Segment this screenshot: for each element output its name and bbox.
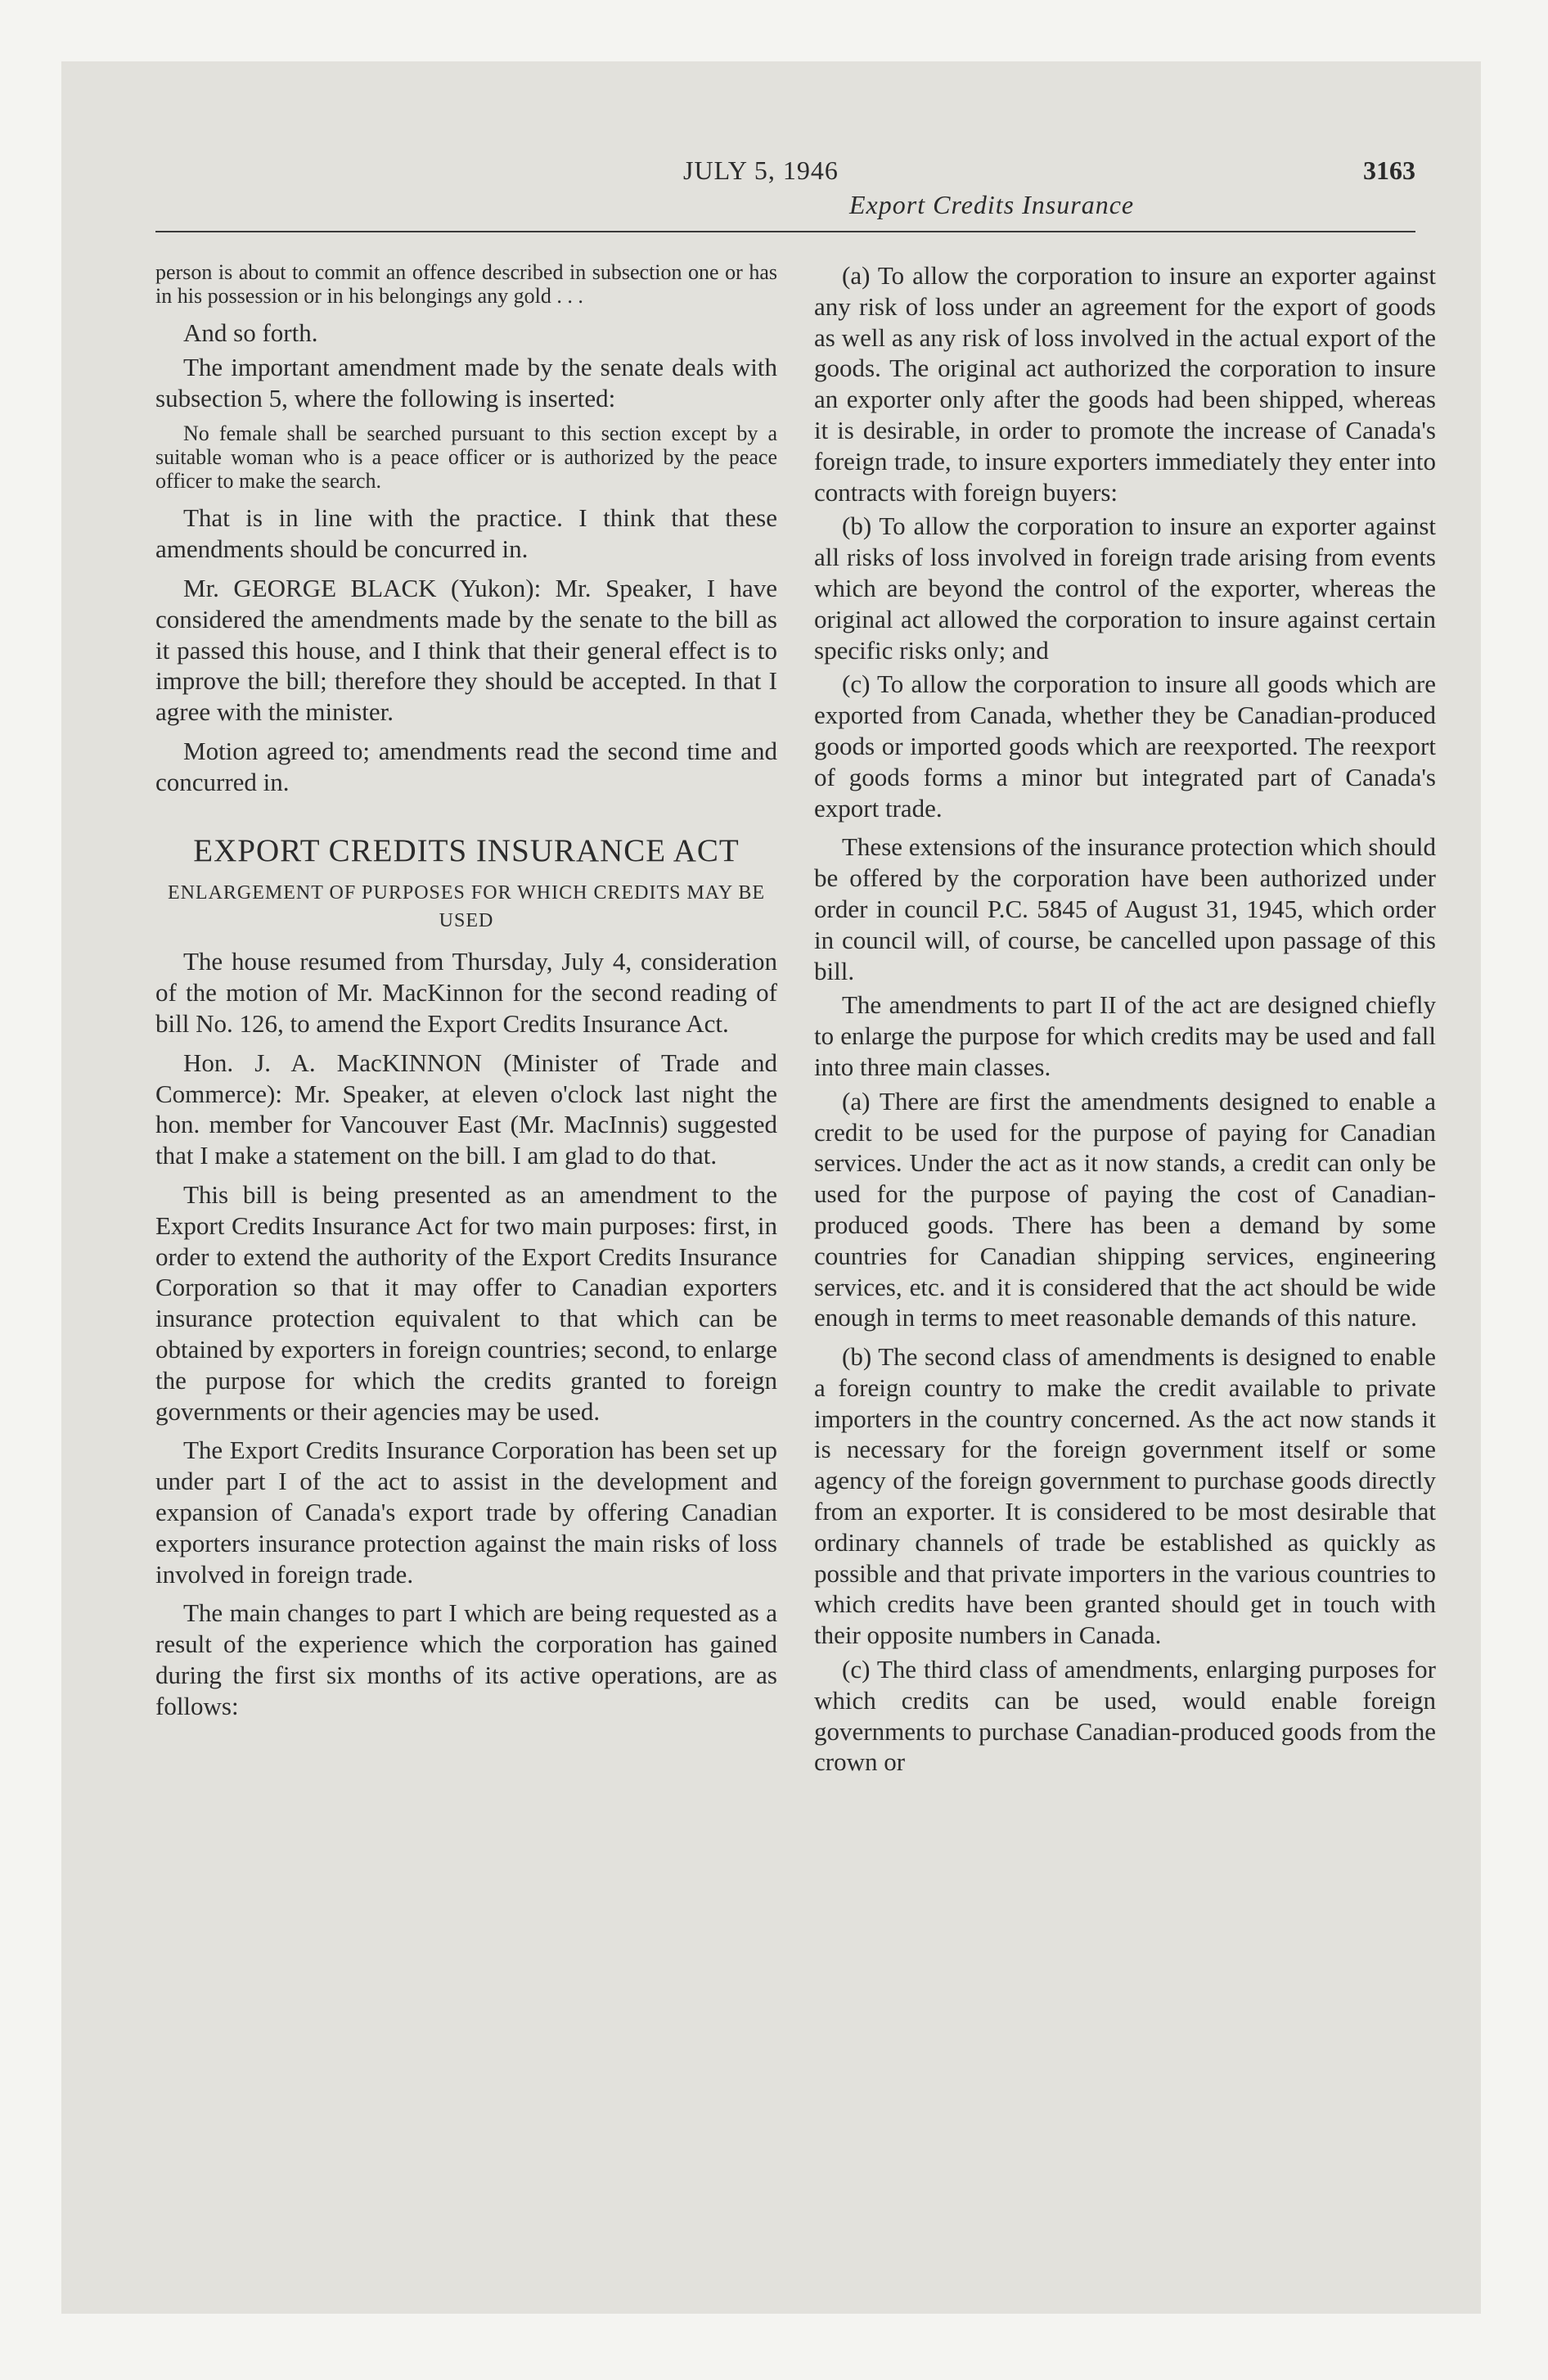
right-column (814, 260, 1436, 1778)
paragraph: The house resumed from Thursday, July 4, consideration of the motion of Mr. MacKinnon for the second reading of bill No. 126, to amend the Export Credits Insurance Act. (155, 947, 777, 1038)
running-section-title: Export Credits Insurance (849, 190, 1135, 219)
header-date: JULY 5, 1946 (683, 156, 839, 185)
header-rule (155, 231, 1415, 232)
page-number: 3163 (1363, 156, 1415, 185)
section-subtitle: ENLARGEMENT OF PURPOSES FOR WHICH CREDITS MAY BE USED (167, 882, 766, 932)
speaker-paragraph: Mr. GEORGE BLACK (Yukon): Mr. Speaker, I have considered the amendments made by the senate to the bill as it passed this house, and I think that their general effect is to improve the bill; therefore they should be accepted. In that I agree with the minister. (155, 573, 777, 727)
paragraph: This bill is being presented as an amendment to the Export Credits Insurance Act for two main purposes: first, in order to extend the authority of the Export Credits Insurance Corporation so that it may offer to Canadian exporters insurance protection equivalent to that which can be obtained by exporters in foreign countries; second, to enlarge the purpose for which the credits granted to foreign governments or their agencies may be used. (155, 1179, 777, 1426)
section-title: EXPORT CREDITS INSURANCE ACT (193, 832, 740, 868)
paragraph: (b) To allow the corporation to insure an exporter against all risks of loss involved in foreign trade arising from events which are beyond the control of the exporter, whereas the original act allowed the corporation to insure against certain specific risks only; and (814, 512, 1436, 665)
paragraph: (c) The third class of amendments, enlarging purposes for which credits can be used, would enable foreign governments to purchase Canadian-produced goods from the crown or (814, 1655, 1436, 1777)
paragraph: (a) To allow the corporation to insure an exporter against any risk of loss under an agreement for the export of goods as well as any risk of loss involved in the actual export of the goods. The original act authorized the corporation to insure an exporter only after the goods had been shipped, whereas it is desirable, in order to promote the increase of Canada's foreign trade, to insure exporters immediately they enter into contracts with foreign buyers: (814, 261, 1436, 507)
paragraph: The main changes to part I which are being requested as a result of the experience which the corporation has gained during the first six months of its active operations, are as follows: (155, 1598, 777, 1720)
paragraph: Motion agreed to; amendments read the second time and concurred in. (155, 736, 777, 796)
quoted-text: person is about to commit an offence described in subsection one or has in his possession or in his belongings any gold . . . (155, 260, 777, 308)
paragraph: The Export Credits Insurance Corporation has been set up under part I of the act to assist in the development and expansion of Canada's export trade by offering Canadian exporters insurance protection against the main risks of loss involved in foreign trade. (155, 1436, 777, 1589)
quoted-text: No female shall be searched pursuant to this section except by a suitable woman who is a peace officer or is authorized by the peace officer to make the search. (155, 421, 777, 494)
paragraph: (a) There are first the amendments designed to enable a credit to be used for the purpose of paying for Canadian services. Under the act as it now stands, a credit can only be used for the purpose of paying the cost of Canadian-produced goods. There has been a demand by some countries for Canadian shipping services, engineering services, etc. and it is considered that the act should be wide enough in terms to meet reasonable demands of this nature. (814, 1086, 1436, 1332)
paragraph: And so forth. (183, 318, 318, 347)
speaker-paragraph: Hon. J. A. MacKINNON (Minister of Trade and Commerce): Mr. Speaker, at eleven o'clock last night the hon. member for Vancouver East (Mr. MacInnis) suggested that I make a statement on the bill. I am glad to do that. (155, 1048, 777, 1170)
paragraph: The amendments to part II of the act are designed chiefly to enlarge the purpose for which credits may be used and fall into three main classes. (814, 990, 1436, 1081)
paragraph: (b) The second class of amendments is designed to enable a foreign country to make the credit available to private importers in the country concerned. As the act now stands it is necessary for the foreign government itself or some agency of the foreign government to purchase goods directly from an exporter. It is considered to be most desirable that ordinary channels of trade be established as quickly as possible and that private importers in the various countries to which credits have been granted should get in touch with their opposite numbers in Canada. (814, 1342, 1436, 1650)
paragraph: These extensions of the insurance protection which should be offered by the corporation have been authorized under order in council P.C. 5845 of August 31, 1945, which order in council will, of course, be cancelled upon passage of this bill. (814, 832, 1436, 985)
left-column (155, 260, 777, 1721)
paragraph: That is in line with the practice. I think that these amendments should be concurred in. (155, 503, 777, 564)
paragraph: The important amendment made by the senate deals with subsection 5, where the following is inserted: (155, 352, 777, 412)
page-header (155, 156, 1415, 233)
paragraph: (c) To allow the corporation to insure all goods which are exported from Canada, whether they be Canadian-produced goods or imported goods which are reexported. The reexport of goods forms a minor but integrated part of Canada's export trade. (814, 669, 1436, 823)
